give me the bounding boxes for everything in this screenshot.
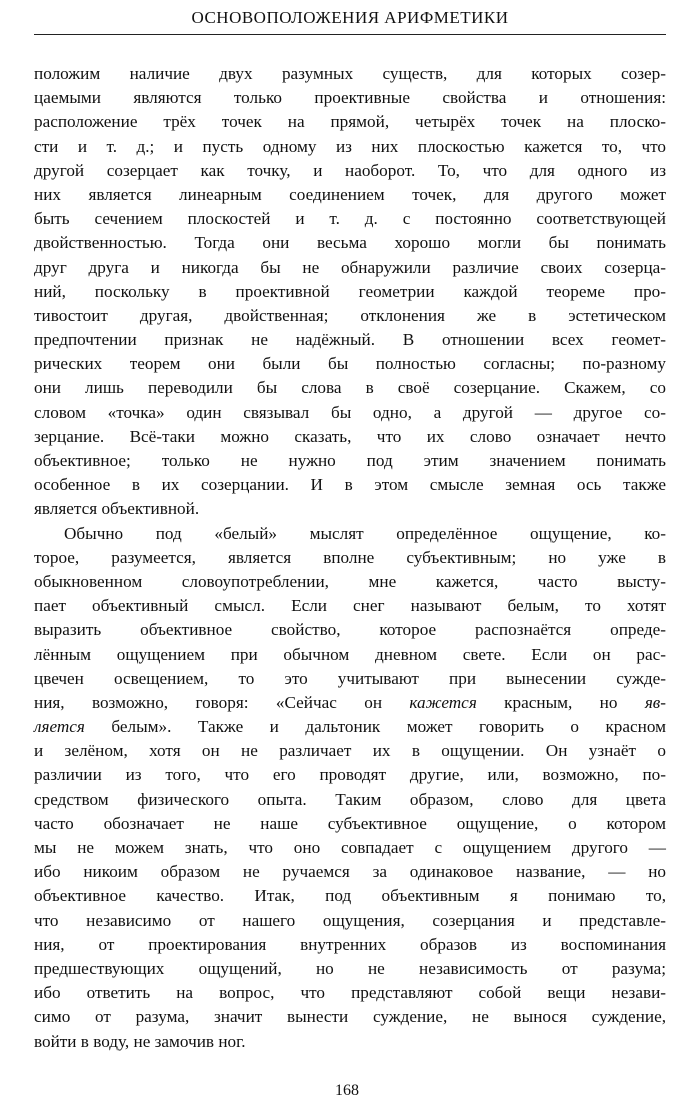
text-line: пает объективный смысл. Если снег называют белым, то хотят xyxy=(34,596,666,616)
text-line: положим наличие двух разумных существ, для которых созер- xyxy=(34,64,666,83)
text-line: что независимо от нашего ощущения, созерцания и представле- xyxy=(34,910,666,930)
body-text xyxy=(34,62,666,1054)
text-line: объективное; только не нужно под этим значением понимать xyxy=(34,451,666,470)
text-line: часто обозначает не наше субъективное ощущение, о котором xyxy=(34,813,666,833)
text-line: ибо никоим образом не ручаемся за одинаковое название, — но xyxy=(34,862,666,882)
text-line: является объективной. xyxy=(34,499,200,519)
text-line: средством физического опыта. Таким образом, слово для цвета xyxy=(34,789,666,809)
text-line: выразить объективное свойство, которое распознаётся опреде- xyxy=(34,620,666,640)
paragraph-2 xyxy=(34,522,666,1054)
text-run: ния, возможно, говоря: «Сейчас он xyxy=(34,692,410,712)
text-line: ния, от проектирования внутренних образов из воспоминания xyxy=(34,934,666,954)
text-line: они лишь переводили бы слова в своё созерцание. Скажем, со xyxy=(34,378,666,398)
text-line xyxy=(34,691,666,715)
text-line: войти в воду, не замочив ног. xyxy=(34,1031,246,1051)
text-line: словом «точка» один связывал бы одно, а другой — другое со- xyxy=(34,402,666,422)
text-line: особенное в их созерцании. И в этом смысле земная ось также xyxy=(34,475,666,495)
text-line: предпочтении признак не надёжный. В отношении всех геомет- xyxy=(34,330,666,350)
running-header: ОСНОВОПОЛОЖЕНИЯ АРИФМЕТИКИ xyxy=(191,8,509,27)
text-line: ибо ответить на вопрос, что представляют собой вещи незави- xyxy=(34,983,666,1003)
text-line: цвечен освещением, то это учитывают при вынесении сужде- xyxy=(34,668,666,688)
text-line: другой созерцает как точку, и наоборот. То, что для одного из xyxy=(34,160,666,180)
text-line: торое, разумеется, является вполне субъективным; но уже в xyxy=(34,547,666,567)
text-line: предшествующих ощущений, но не независимость от разума; xyxy=(34,958,666,978)
page-number: 168 xyxy=(335,1082,359,1099)
text-line: объективное качество. Итак, под объективным я понимаю то, xyxy=(34,886,666,906)
text-line: быть сечением плоскостей и т. д. с постоянно соответствующей xyxy=(34,209,666,229)
text-line: цаемыми являются только проективные свойства и отношения: xyxy=(34,88,666,108)
text-line: двойственностью. Тогда они весьма хорошо могли бы понимать xyxy=(34,233,666,253)
text-line: мы не можем знать, что оно совпадает с ощущением другого — xyxy=(34,838,666,857)
text-line: тивостоит другая, двойственная; отклонения же в эстетическом xyxy=(34,305,666,325)
italic-kazhetsya: кажется xyxy=(409,692,477,712)
text-line: лённым ощущением при обычном дневном свете. Если он рас- xyxy=(34,644,666,664)
text-line: симо от разума, значит вынести суждение, не вынося суждение, xyxy=(34,1007,666,1027)
header-rule xyxy=(34,34,666,35)
text-line: зерцание. Всё-таки можно сказать, что их слово означает нечто xyxy=(34,426,666,446)
text-line: различии из того, что его проводят другие, или, возможно, по- xyxy=(34,765,666,785)
text-line: них является линеарным соединением точек, для другого может xyxy=(34,184,666,204)
text-line: ний, поскольку в проективной геометрии каждой теореме про- xyxy=(34,281,666,301)
text-line: Обычно под «белый» мыслят определённое ощущение, ко- xyxy=(64,523,666,543)
text-run: красным, но xyxy=(476,692,645,712)
text-line xyxy=(34,715,666,739)
text-line: рических теорем они были бы полностью согласны; по-разному xyxy=(34,354,666,374)
text-line: друг друга и никогда бы не обнаружили различие своих созерца- xyxy=(34,257,666,277)
text-run: белым». Также и дальтоник может говорить о красном xyxy=(84,717,666,737)
text-line: и зелёном, хотя он не различает их в ощущении. Он узнаёт о xyxy=(34,741,666,761)
italic-yav: яв- xyxy=(644,692,666,712)
text-line: сти и т. д.; и пусть одному из них плоскостью кажется то, что xyxy=(34,136,666,156)
text-line: обыкновенном словоупотреблении, мне кажется, часто высту- xyxy=(34,571,666,591)
text-line: расположение трёх точек на прямой, четырёх точек на плоско- xyxy=(34,112,666,132)
paragraph-1 xyxy=(34,62,666,522)
italic-lyaetsya: ляется xyxy=(34,717,85,737)
